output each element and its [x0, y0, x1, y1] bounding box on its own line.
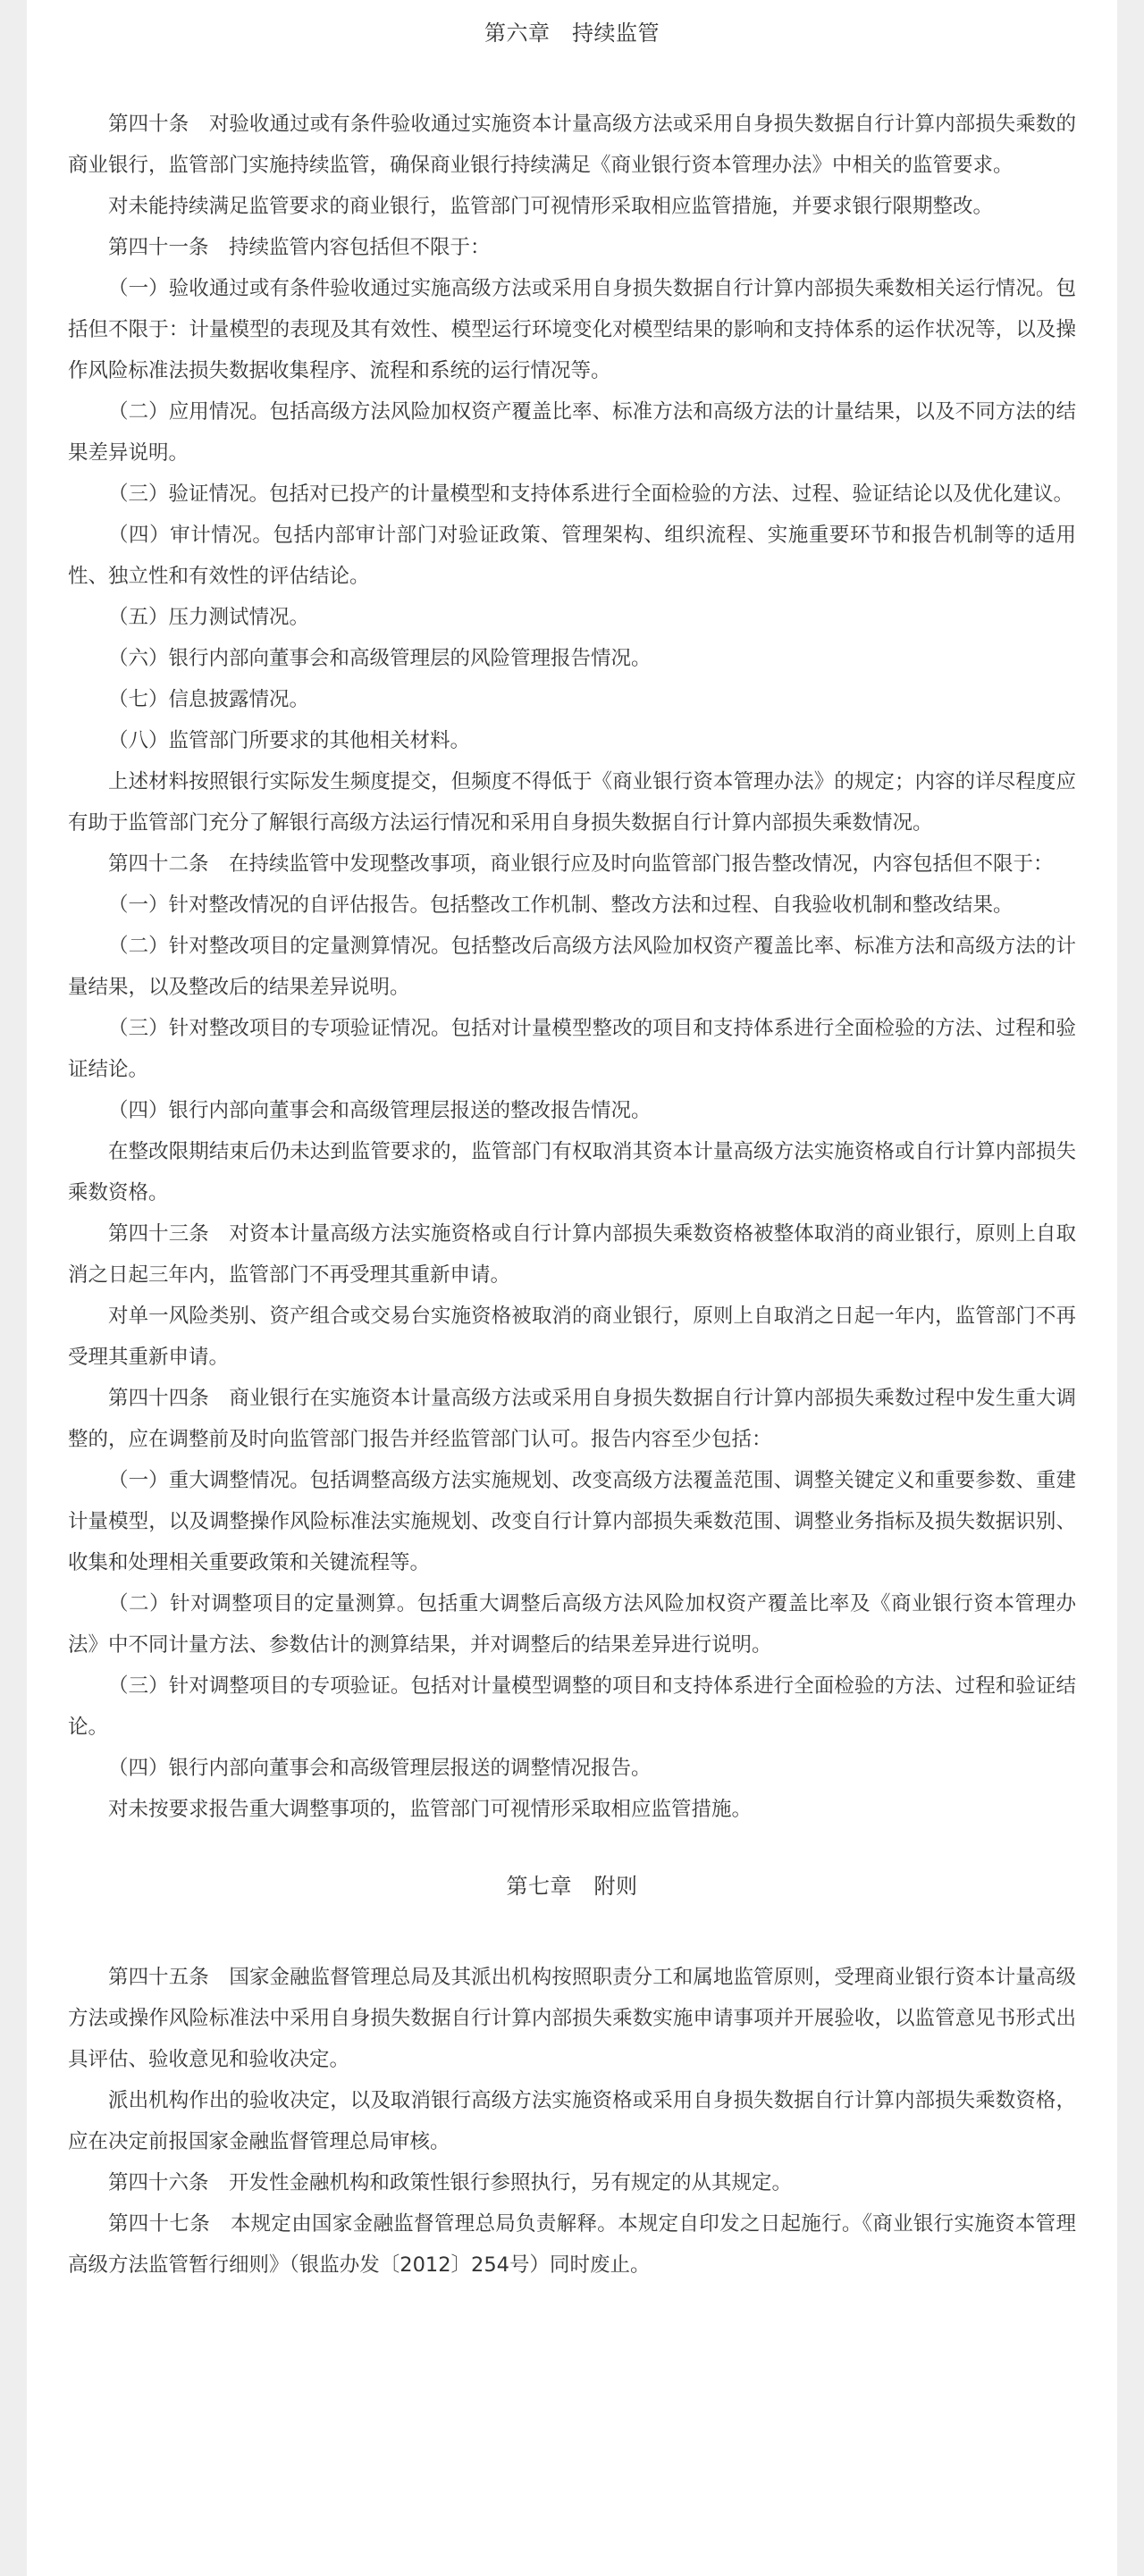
article-44-item-2: （二）针对调整项目的定量测算。包括重大调整后高级方法风险加权资产覆盖比率及《商业银行资本管理办法》中不同计量方法、参数估计的测算结果，并对调整后的结果差异进行说明。 — [68, 1592, 1076, 1657]
article-44-item-3: （三）针对调整项目的专项验证。包括对计量模型调整的项目和支持体系进行全面检验的方法、过程和验证结论。 — [68, 1674, 1076, 1739]
article-45: 第四十五条 国家金融监督管理总局及其派出机构按照职责分工和属地监管原则，受理商业银行资本计量高级方法或操作风险标准法中采用自身损失数据自行计算内部损失乘数实施申请事项并开展验收，以监管意见书形式出具评估、验收意见和验收决定。 — [68, 1966, 1076, 2071]
article-47: 第四十七条 本规定由国家金融监督管理总局负责解释。本规定自印发之日起施行。《商业银行实施资本管理高级方法监管暂行细则》（银监办发〔2012〕254号）同时废止。 — [68, 2212, 1076, 2277]
article-41-item-3: （三）验证情况。包括对已投产的计量模型和支持体系进行全面检验的方法、过程、验证结论以及优化建议。 — [108, 482, 1074, 506]
article-42-item-4: （四）银行内部向董事会和高级管理层报送的整改报告情况。 — [108, 1099, 652, 1122]
article-43: 第四十三条 对资本计量高级方法实施资格或自行计算内部损失乘数资格被整体取消的商业银行，原则上自取消之日起三年内，监管部门不再受理其重新申请。 — [68, 1222, 1076, 1287]
article-42-note: 在整改限期结束后仍未达到监管要求的，监管部门有权取消其资本计量高级方法实施资格或自行计算内部损失乘数资格。 — [68, 1140, 1076, 1204]
article-43-clause-2: 对单一风险类别、资产组合或交易台实施资格被取消的商业银行，原则上自取消之日起一年内，监管部门不再受理其重新申请。 — [68, 1305, 1076, 1369]
article-44-item-1: （一）重大调整情况。包括调整高级方法实施规划、改变高级方法覆盖范围、调整关键定义和重要参数、重建计量模型，以及调整操作风险标准法实施规划、改变自行计算内部损失乘数范围、调整业务指标及损失数据识别、收集和处理相关重要政策和关键流程等。 — [68, 1469, 1076, 1574]
article-41: 第四十一条 持续监管内容包括但不限于： — [108, 236, 491, 259]
article-42-item-3: （三）针对整改项目的专项验证情况。包括对计量模型整改的项目和支持体系进行全面检验的方法、过程和验证结论。 — [68, 1017, 1076, 1081]
article-45-clause-2: 派出机构作出的验收决定，以及取消银行高级方法实施资格或采用自身损失数据自行计算内部损失乘数资格，应在决定前报国家金融监督管理总局审核。 — [68, 2089, 1076, 2153]
article-40: 第四十条 对验收通过或有条件验收通过实施资本计量高级方法或采用自身损失数据自行计算内部损失乘数的商业银行，监管部门实施持续监管，确保商业银行持续满足《商业银行资本管理办法》中相关的监管要求。 — [68, 113, 1076, 177]
document-page — [27, 0, 1117, 2576]
article-42-item-1: （一）针对整改情况的自评估报告。包括整改工作机制、整改方法和过程、自我验收机制和整改结果。 — [108, 894, 1014, 917]
article-41-item-4: （四）审计情况。包括内部审计部门对验证政策、管理架构、组织流程、实施重要环节和报告机制等的适用性、独立性和有效性的评估结论。 — [68, 524, 1076, 588]
article-41-item-7: （七）信息披露情况。 — [108, 688, 310, 711]
article-41-item-2: （二）应用情况。包括高级方法风险加权资产覆盖比率、标准方法和高级方法的计量结果，以及不同方法的结果差异说明。 — [68, 400, 1076, 465]
chapter-6-title: 第六章 持续监管 — [484, 21, 660, 46]
article-40-clause-2: 对未能持续满足监管要求的商业银行，监管部门可视情形采取相应监管措施，并要求银行限期整改。 — [108, 195, 994, 218]
article-41-note: 上述材料按照银行实际发生频度提交，但频度不得低于《商业银行资本管理办法》的规定；内容的详尽程度应有助于监管部门充分了解银行高级方法运行情况和采用自身损失数据自行计算内部损失乘数情况。 — [68, 770, 1076, 835]
article-42-item-2: （二）针对整改项目的定量测算情况。包括整改后高级方法风险加权资产覆盖比率、标准方法和高级方法的计量结果，以及整改后的结果差异说明。 — [68, 935, 1076, 999]
article-41-item-6: （六）银行内部向董事会和高级管理层的风险管理报告情况。 — [108, 647, 652, 670]
article-44: 第四十四条 商业银行在实施资本计量高级方法或采用自身损失数据自行计算内部损失乘数过程中发生重大调整的，应在调整前及时向监管部门报告并经监管部门认可。报告内容至少包括： — [68, 1387, 1076, 1451]
article-44-item-4: （四）银行内部向董事会和高级管理层报送的调整情况报告。 — [108, 1757, 652, 1780]
article-41-item-5: （五）压力测试情况。 — [108, 606, 310, 629]
article-41-item-1: （一）验收通过或有条件验收通过实施高级方法或采用自身损失数据自行计算内部损失乘数相关运行情况。包括但不限于：计量模型的表现及其有效性、模型运行环境变化对模型结果的影响和支持体系的运作状况等，以及操作风险标准法损失数据收集程序、流程和系统的运行情况等。 — [68, 277, 1076, 382]
article-46: 第四十六条 开发性金融机构和政策性银行参照执行，另有规定的从其规定。 — [108, 2171, 793, 2194]
chapter-6-body — [68, 104, 1076, 1830]
article-42: 第四十二条 在持续监管中发现整改事项，商业银行应及时向监管部门报告整改情况，内容包括但不限于： — [108, 852, 1054, 876]
article-41-item-8: （八）监管部门所要求的其他相关材料。 — [108, 729, 471, 752]
chapter-7-title: 第七章 附则 — [506, 1874, 638, 1899]
article-44-note: 对未按要求报告重大调整事项的，监管部门可视情形采取相应监管措施。 — [108, 1798, 753, 1821]
chapter-7-body — [68, 1957, 1076, 2286]
